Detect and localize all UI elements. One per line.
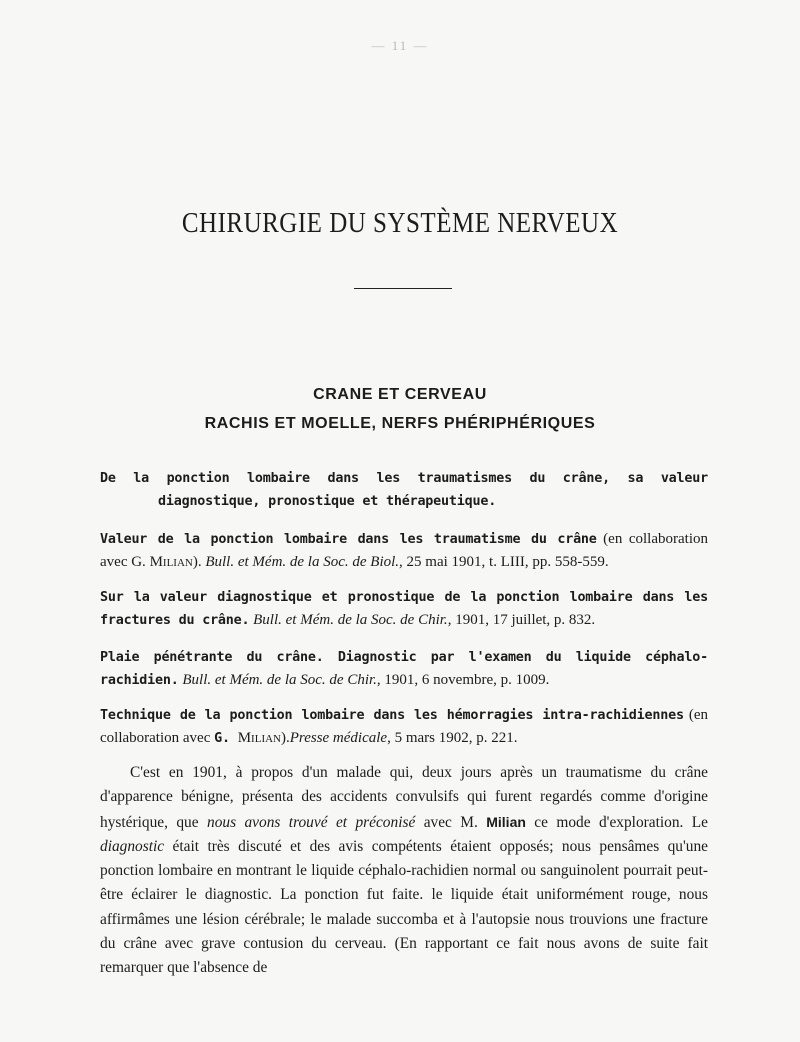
entry-title: Valeur de la ponction lombaire dans les traumatisme du crâne [100, 532, 597, 547]
entry-title: Plaie pénétrante du crâne. Diagnostic par l'examen du liquide céphalo-rachidien. [100, 650, 708, 688]
entry-title: Sur la valeur diagnostique et pronostique de la ponction lombaire dans les fractures du crâne. [100, 590, 708, 628]
collaborator-initial: G. [214, 731, 238, 746]
entry-source: Bull. et Mém. de la Soc. de Biol. [205, 554, 400, 570]
body-paragraph [100, 761, 708, 981]
entry-source: Bull. et Mém. de la Soc. de Chir. [178, 672, 377, 688]
bibliography-entry [100, 528, 708, 574]
entry-source: Presse médicale [289, 730, 388, 746]
paragraph-emphasis: diagnostic [100, 837, 165, 855]
entry-reference: , 1901, 17 juillet, p. 832. [447, 612, 596, 628]
entry-collaboration: (en collaboration avec [100, 707, 709, 746]
section-heading-spine: RACHIS ET MOELLE, NERFS PHÉRIPHÉRIQUES [204, 415, 596, 432]
paragraph-emphasis: nous avons trouvé et préconisé [207, 813, 416, 831]
bibliography-entry [100, 586, 708, 632]
collaborator-name: Milian [149, 554, 193, 570]
collaborator-name: Milian [237, 730, 281, 746]
entry-title: De la ponction lombaire dans les traumatismes du crâne, sa valeur diagnostique, pronostique et thérapeutique. [100, 471, 708, 509]
page-number: — 11 — [371, 38, 429, 53]
paragraph-text: avec M. [415, 813, 487, 831]
entry-punctuation: ). [192, 554, 206, 570]
paragraph-text: C'est en 1901, à propos d'un malade qui, deux jours après un traumatisme du crâne d'apparence bénigne, présenta des accidents convulsifs qui furent regardés comme d'origine hystérique, que [100, 764, 708, 831]
paragraph-text: était très discuté et des avis compétents étaient opposés; nous pensâmes qu'une ponction lombaire en montrant le liquide céphalo-rachidien normal ou sanguinolent pourrait peut-être éclairer le diagnostic. La ponction fut faite. le liquide était uniformément rouge, nous affirmâmes une lésion cérébrale; le malade succomba et à l'autopsie nous trouvions une fracture du crâne avec grave contusion du cerveau. (En rapportant ce fait nous avons de suite fait remarquer que l'absence de [100, 837, 708, 977]
bibliography-entry [100, 704, 708, 750]
entry-collaboration: (en collaboration avec G. [100, 531, 708, 570]
paragraph-text: ce mode d'exploration. Le [525, 813, 709, 831]
entry-reference: , 25 mai 1901, t. LIII, pp. 558-559. [399, 554, 609, 570]
entry-title: Technique de la ponction lombaire dans les hémorragies intra-rachidiennes [100, 708, 684, 723]
title-divider [354, 288, 452, 289]
chapter-title: CHIRURGIE DU SYSTÈME NERVEUX [181, 207, 619, 239]
entry-punctuation: ). [281, 730, 290, 746]
entry-reference: , 5 mars 1902, p. 221. [387, 730, 518, 746]
entry-source: Bull. et Mém. de la Soc. de Chir. [249, 612, 448, 628]
bibliography-entry [100, 467, 708, 513]
section-heading-cranium: CRANE ET CERVEAU [313, 386, 487, 403]
entry-reference: , 1901, 6 novembre, p. 1009. [376, 672, 550, 688]
bibliography-entry [100, 646, 708, 692]
paragraph-name: Milian [486, 813, 526, 830]
